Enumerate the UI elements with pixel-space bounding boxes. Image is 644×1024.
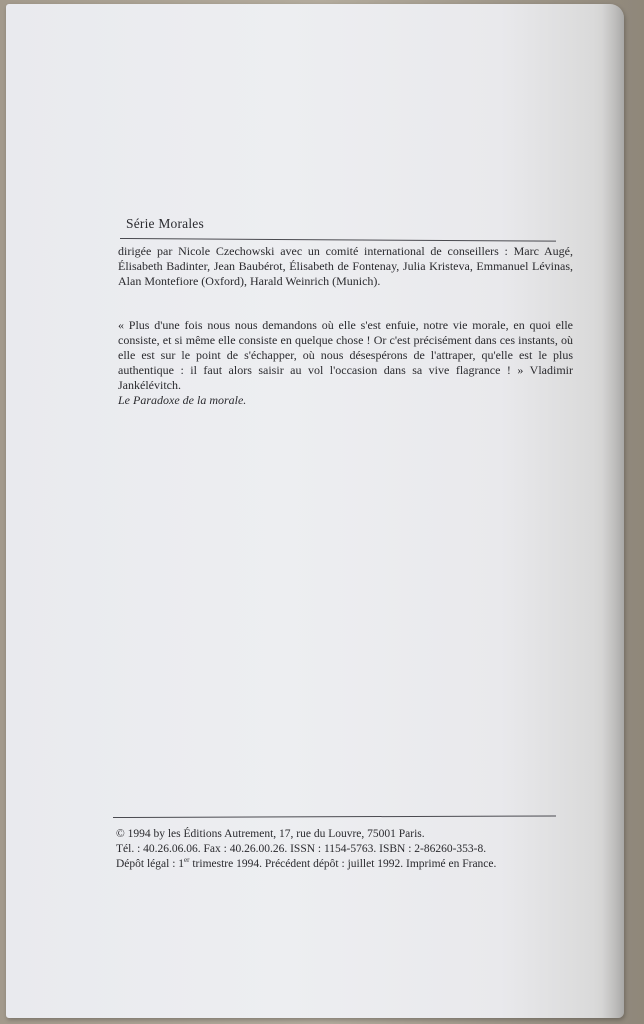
legal-deposit-line [116, 857, 576, 872]
copyright-line: © 1994 by les Éditions Autrement, 17, rue du Louvre, 75001 Paris. [116, 828, 425, 840]
legal-deposit-suffix: trimestre 1994. Précédent dépôt : juillet 1992. Imprimé en France. [189, 858, 497, 870]
colophon [116, 827, 576, 872]
contact-line: Tél. : 40.26.06.06. Fax : 40.26.00.26. ISSN : 1154-5763. ISBN : 2-86260-353-8. [116, 843, 487, 855]
series-title: Série Morales [126, 216, 204, 231]
series-direction: dirigée par Nicole Czechowski avec un comité international de conseillers : Marc Augé, Élisabeth Badinter, Jean Baubérot, Élisabeth de Fontenay, Julia Kristeva, Emmanuel Lévinas, Alan Montefiore (Oxford), Harald Weinrich (Munich). [118, 244, 573, 288]
epigraph [118, 318, 573, 408]
legal-deposit-prefix: Dépôt légal : 1 [116, 858, 185, 870]
legal-deposit-ordinal: er [184, 856, 190, 865]
epigraph-source: Le Paradoxe de la morale. [118, 393, 247, 407]
epigraph-text: « Plus d'une fois nous nous demandons où elle s'est enfuie, notre vie morale, en quoi elle consiste, et si même elle consiste en quelque chose ! Or c'est précisément dans ces instants, où elle est sur le point de s'échapper, où nous désespérons de l'attraper, qu'elle est le plus authentique : il faut alors saisir au vol l'occasion dans sa vive flagrance ! » Vladimir Jankélévitch. [118, 318, 573, 392]
page-edge-shadow [602, 4, 624, 1018]
